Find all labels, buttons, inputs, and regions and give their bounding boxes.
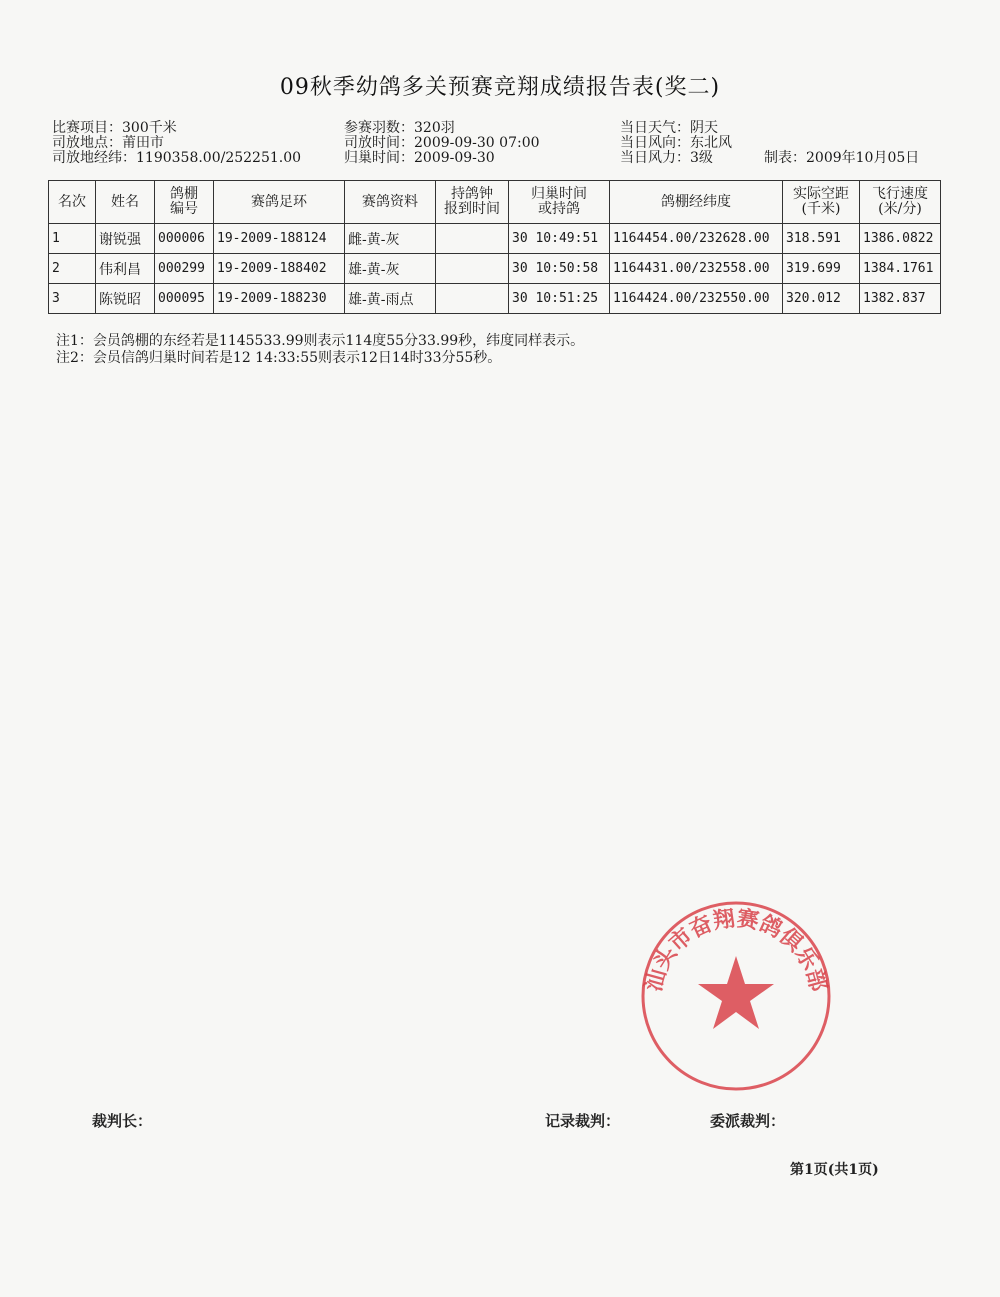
- cell-loft-number: 000095: [155, 284, 214, 314]
- info-value: 东北风: [690, 135, 732, 151]
- cell-ring-number: 19-2009-188230: [214, 284, 345, 314]
- info-return-time: [344, 151, 540, 166]
- info-label: 参赛羽数：: [344, 120, 414, 136]
- club-seal-stamp: [638, 898, 834, 1094]
- info-label: 司放地点：: [52, 135, 122, 151]
- cell-loft-number: 000299: [155, 254, 214, 284]
- cell-rank: 1: [49, 224, 96, 254]
- cell-name: 谢锐强: [96, 224, 155, 254]
- info-release-time: [344, 136, 540, 151]
- made-date: 制表：2009年10月05日: [764, 150, 920, 166]
- cell-loft-coordinates: 1164424.00/232550.00: [610, 284, 783, 314]
- note-return-time: 注2：会员信鸽归巢时间若是12 14:33:55则表示12日14时33分55秒。: [56, 350, 502, 366]
- header-loft-coordinates: 鸽棚经纬度: [610, 181, 783, 224]
- info-value: 320羽: [414, 120, 455, 136]
- cell-speed: 1384.1761: [860, 254, 941, 284]
- info-column-times: [344, 121, 540, 166]
- cell-clock-time: [436, 254, 509, 284]
- table-row: [49, 224, 941, 254]
- header-name: 姓名: [96, 181, 155, 224]
- info-label: 归巢时间：: [344, 150, 414, 166]
- cell-distance: 318.591: [783, 224, 860, 254]
- header-return-time: 归巢时间 或持鸽: [509, 181, 610, 224]
- info-column-weather: [620, 121, 732, 166]
- info-weather: [620, 121, 732, 136]
- cell-distance: 319.699: [783, 254, 860, 284]
- info-race-item: [52, 121, 301, 136]
- info-value: 2009-09-30: [414, 150, 495, 166]
- info-value: 2009-09-30 07:00: [414, 135, 540, 151]
- info-label: 当日风向：: [620, 135, 690, 151]
- info-label: 比赛项目：: [52, 120, 122, 136]
- cell-distance: 320.012: [783, 284, 860, 314]
- table-row: [49, 284, 941, 314]
- cell-pigeon-info: 雄-黄-灰: [345, 254, 436, 284]
- cell-loft-coordinates: 1164454.00/232628.00: [610, 224, 783, 254]
- header-ring-number: 赛鸽足环: [214, 181, 345, 224]
- header-loft-number: 鸽棚 编号: [155, 181, 214, 224]
- cell-rank: 3: [49, 284, 96, 314]
- star-icon: [698, 956, 774, 1029]
- assigned-referee-label: 委派裁判：: [710, 1112, 786, 1130]
- cell-ring-number: 19-2009-188402: [214, 254, 345, 284]
- cell-speed: 1386.0822: [860, 224, 941, 254]
- cell-name: 陈锐昭: [96, 284, 155, 314]
- table-row: [49, 254, 941, 284]
- header-pigeon-info: 赛鸽资料: [345, 181, 436, 224]
- cell-return-time: 30 10:49:51: [509, 224, 610, 254]
- cell-loft-number: 000006: [155, 224, 214, 254]
- page-number: 第1页(共1页): [790, 1162, 879, 1178]
- cell-clock-time: [436, 224, 509, 254]
- info-value: 3级: [690, 150, 713, 166]
- header-clock-time: 持鸽钟 报到时间: [436, 181, 509, 224]
- cell-pigeon-info: 雌-黄-灰: [345, 224, 436, 254]
- header-speed: 飞行速度 (米/分): [860, 181, 941, 224]
- info-wind-direction: [620, 136, 732, 151]
- cell-loft-coordinates: 1164431.00/232558.00: [610, 254, 783, 284]
- results-table: [48, 180, 941, 314]
- cell-ring-number: 19-2009-188124: [214, 224, 345, 254]
- notes: [56, 333, 584, 367]
- cell-name: 伟利昌: [96, 254, 155, 284]
- header-rank: 名次: [49, 181, 96, 224]
- info-entry-count: [344, 121, 540, 136]
- cell-clock-time: [436, 284, 509, 314]
- info-value: 300千米: [122, 120, 177, 136]
- info-label: 当日风力：: [620, 150, 690, 166]
- info-label: 司放时间：: [344, 135, 414, 151]
- report-title: 09秋季幼鸽多关预赛竞翔成绩报告表(奖二): [279, 75, 721, 100]
- cell-rank: 2: [49, 254, 96, 284]
- info-label: 当日天气：: [620, 120, 690, 136]
- info-wind-force: [620, 151, 732, 166]
- info-release-location: [52, 136, 301, 151]
- info-value: 莆田市: [122, 135, 164, 151]
- info-value: 1190358.00/252251.00: [136, 150, 302, 166]
- stamp-text: 汕头市奋翔赛鸽俱乐部: [640, 905, 832, 995]
- cell-pigeon-info: 雄-黄-雨点: [345, 284, 436, 314]
- info-label: 司放地经纬：: [52, 150, 136, 166]
- info-value: 阴天: [690, 120, 718, 136]
- header-distance: 实际空距 (千米): [783, 181, 860, 224]
- table-header-row: [49, 181, 941, 224]
- cell-speed: 1382.837: [860, 284, 941, 314]
- cell-return-time: 30 10:51:25: [509, 284, 610, 314]
- info-column-race: [52, 121, 301, 166]
- info-release-coordinates: [52, 151, 301, 166]
- chief-referee-label: 裁判长：: [92, 1112, 153, 1130]
- cell-return-time: 30 10:50:58: [509, 254, 610, 284]
- record-referee-label: 记录裁判：: [545, 1112, 621, 1130]
- note-coordinates: 注1：会员鸽棚的东经若是1145533.99则表示114度55分33.99秒，纬度同样表示。: [56, 333, 585, 349]
